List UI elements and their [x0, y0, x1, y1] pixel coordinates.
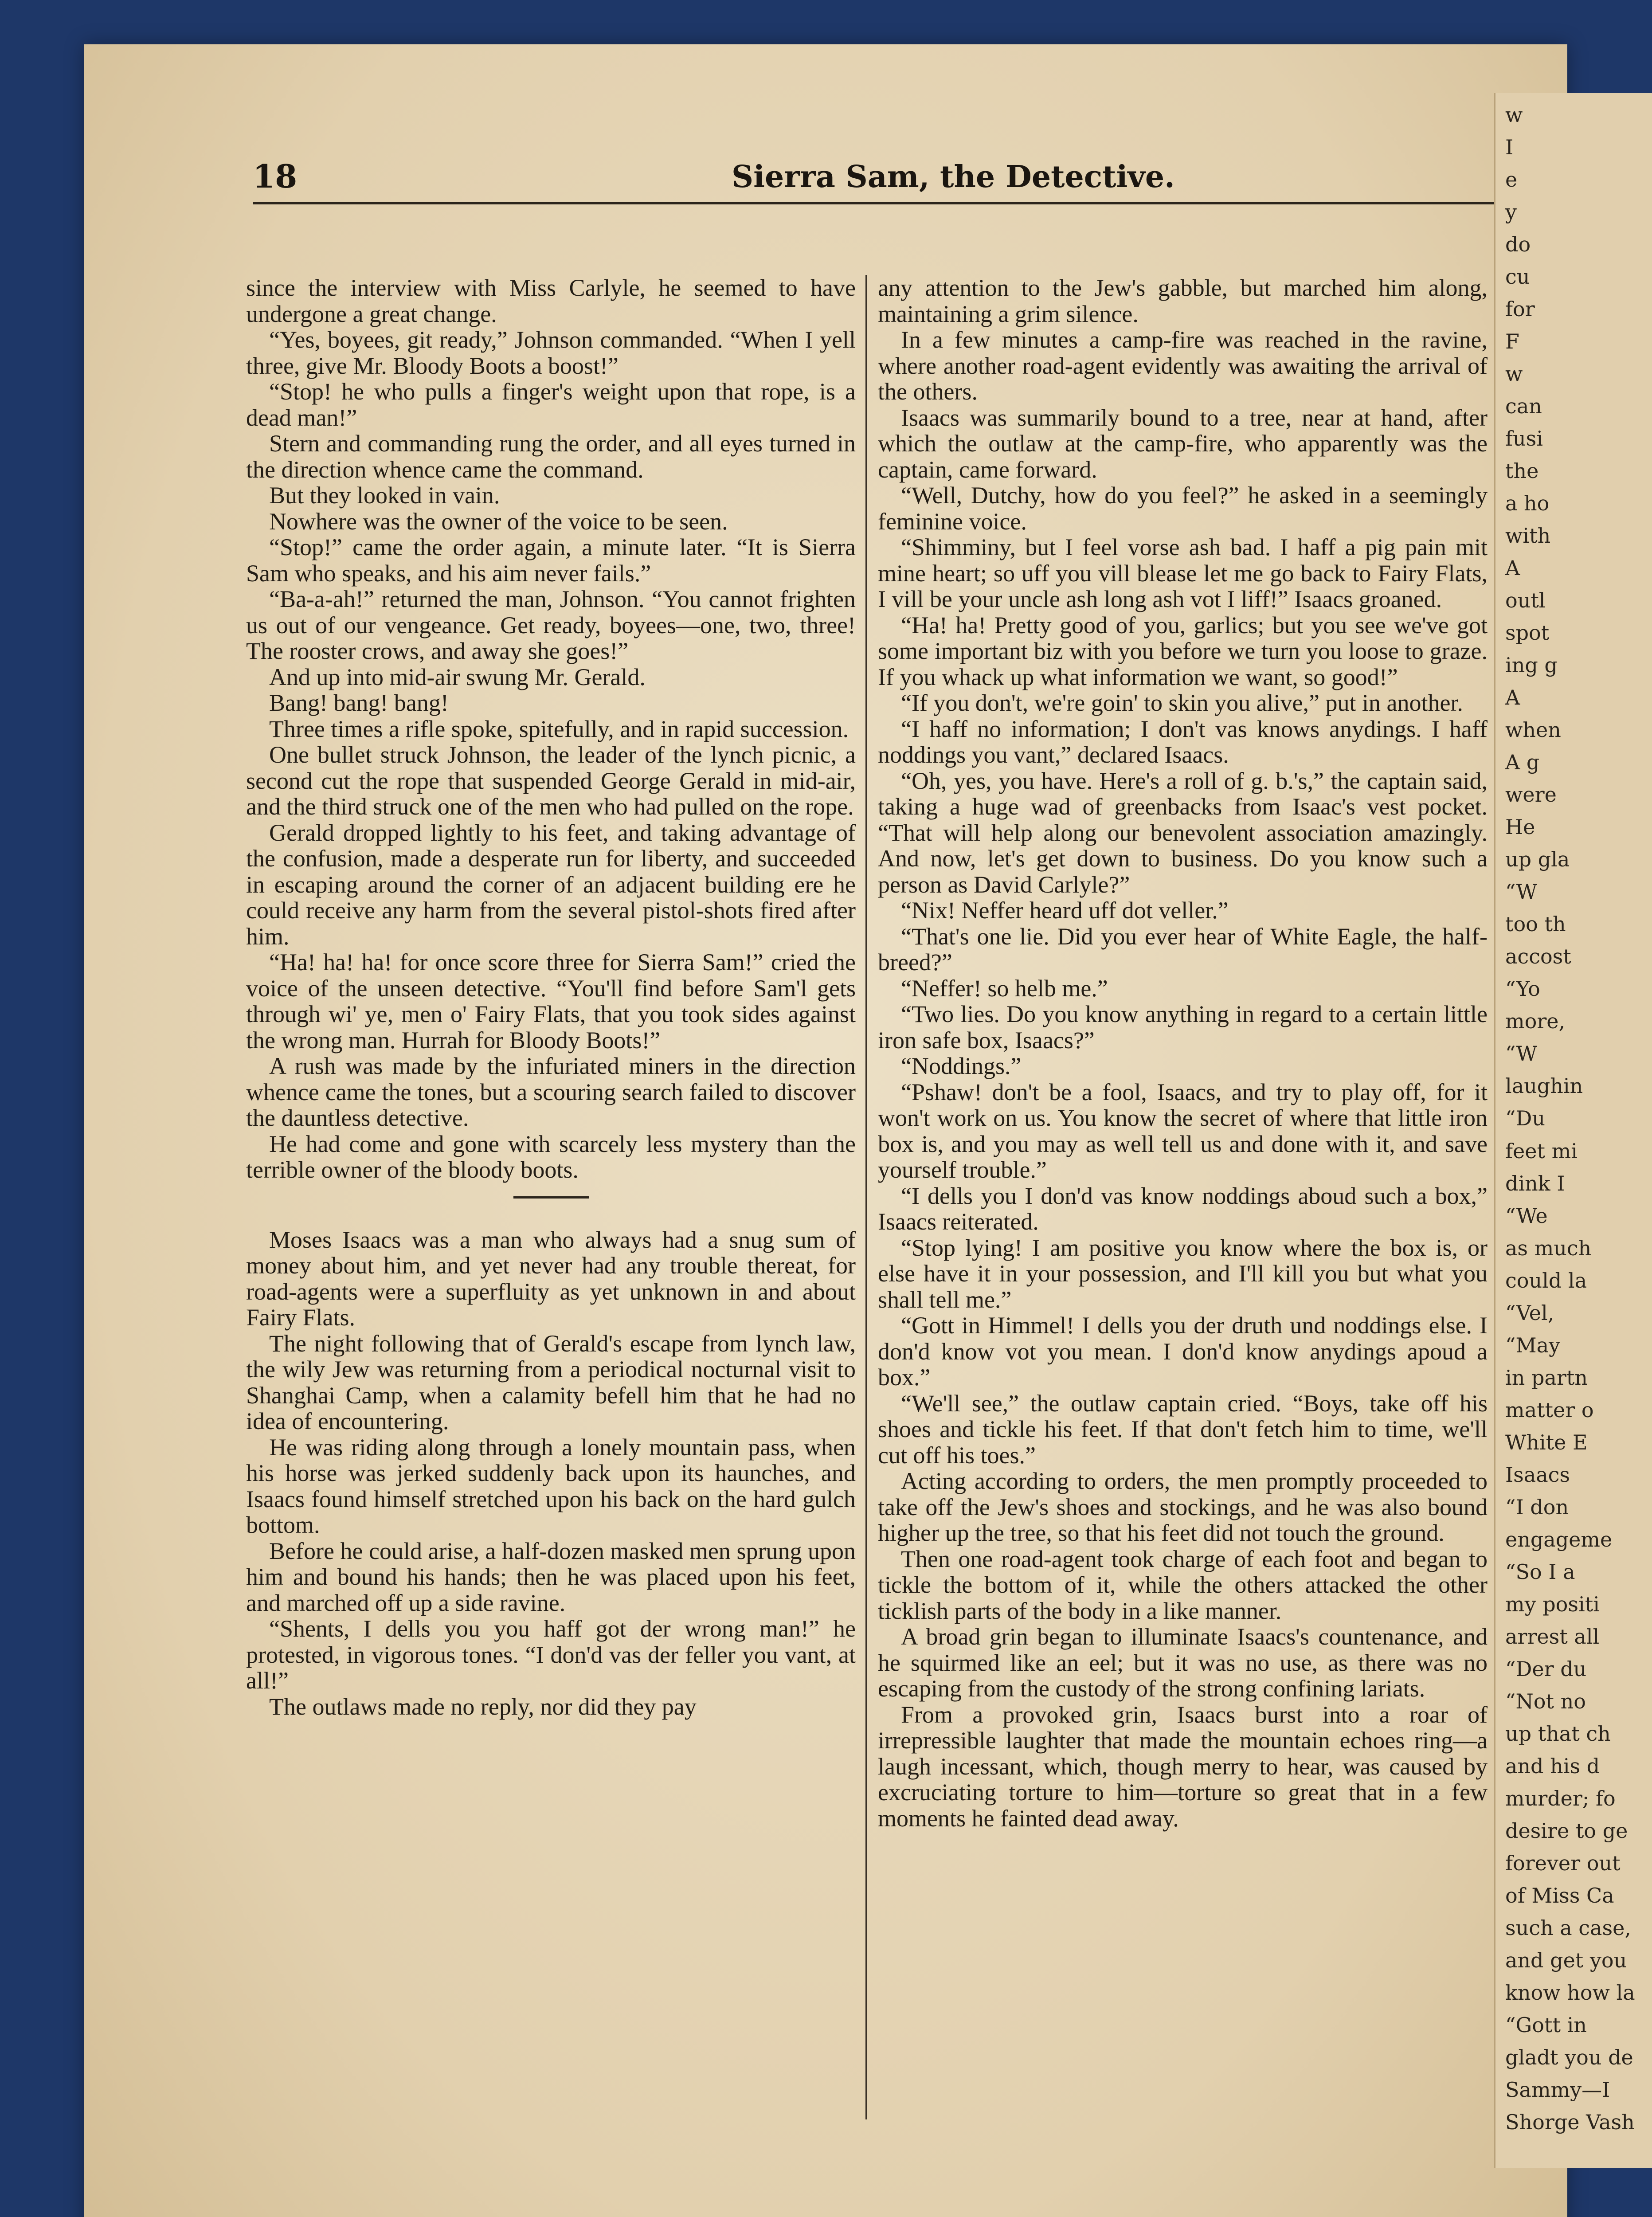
next-page-fragment: of Miss Ca — [1505, 1883, 1614, 1908]
next-page-fragment: Shorge Vash — [1505, 2110, 1635, 2134]
paragraph: Isaacs was summarily bound to a tree, near at hand, after which the outlaw at the camp-fire, who apparently was the captain, came forward. — [878, 404, 1488, 483]
next-page-fragment: can — [1505, 394, 1542, 419]
next-page-fragment: A g — [1505, 750, 1540, 775]
paragraph: Bang! bang! bang! — [269, 689, 449, 716]
next-page-fragment: w — [1505, 362, 1523, 386]
next-page-fragment: “I don — [1505, 1495, 1569, 1519]
next-page-fragment: when — [1505, 718, 1561, 742]
paragraph: “Stop!” came the order again, a minute later. “It is Sierra Sam who speaks, and his aim never fails.” — [246, 534, 856, 587]
next-page-fragment: spot — [1505, 621, 1550, 645]
column-divider — [865, 275, 867, 2119]
next-page-fragment: in partn — [1505, 1365, 1588, 1390]
next-page-fragment: ing g — [1505, 653, 1558, 678]
next-page-fragment: up gla — [1505, 847, 1570, 872]
page-header — [253, 153, 1567, 206]
next-page-fragment: desire to ge — [1505, 1818, 1628, 1843]
next-page-fragment: “W — [1505, 880, 1538, 904]
next-page-fragment: “Der du — [1505, 1657, 1587, 1681]
next-page-fragment: “We — [1505, 1203, 1548, 1228]
next-page-fragment: up that ch — [1505, 1721, 1611, 1746]
next-page-fragment: as much — [1505, 1236, 1592, 1260]
paragraph: “I haff no information; I don't vas knows anydings. I haff noddings you vant,” declared Isaacs. — [878, 715, 1488, 768]
paragraph: “Well, Dutchy, how do you feel?” he asked in a seemingly feminine voice. — [878, 482, 1488, 535]
paragraph: “Ha! ha! ha! for once score three for Sierra Sam!” cried the voice of the unseen detective. “You'll find before Sam'l gets through wi' ye, men o' Fairy Flats, that you took sides against the wrong man. Hurrah for Bloody Boots!” — [246, 949, 856, 1054]
next-page-fragment: I — [1505, 135, 1514, 160]
paragraph: “We'll see,” the outlaw captain cried. “Boys, take off his shoes and tickle his feet. If that don't fetch him to time, we'll cut off his toes.” — [878, 1390, 1488, 1469]
next-page-fragment: the — [1505, 459, 1539, 483]
paragraph: The night following that of Gerald's escape from lynch law, the wily Jew was returning from a periodical nocturnal visit to Shanghai Camp, when a calamity befell him that he had no idea of encountering. — [246, 1330, 856, 1434]
next-page-fragment: “W — [1505, 1042, 1538, 1066]
paragraph: “Yes, boyees, git ready,” Johnson commanded. “When I yell three, give Mr. Bloody Boots a boost!” — [246, 326, 856, 379]
next-page-fragment: e — [1505, 168, 1518, 192]
paragraph: He was riding along through a lonely mountain pass, when his horse was jerked suddenly back upon its haunches, and Isaacs found himself stretched upon his back on the hard gulch bottom. — [246, 1434, 856, 1538]
next-page-fragment: matter o — [1505, 1398, 1594, 1422]
next-page-fragment: do — [1505, 232, 1531, 257]
paragraph: But they looked in vain. — [269, 482, 500, 509]
paragraph: “That's one lie. Did you ever hear of White Eagle, the half-breed?” — [878, 923, 1488, 975]
paragraph: A rush was made by the infuriated miners in the direction whence came the tones, but a scouring search failed to discover the dauntless detective. — [246, 1053, 856, 1131]
next-page-fragment: y — [1505, 200, 1517, 224]
next-page-fragment: accost — [1505, 944, 1571, 969]
paragraph: “Stop! he who pulls a finger's weight upon that rope, is a dead man!” — [246, 378, 856, 431]
page-number: 18 — [253, 157, 298, 195]
adjacent-page-edge — [1494, 93, 1652, 2168]
next-page-fragment: w — [1505, 103, 1523, 127]
running-title: Sierra Sam, the Detective. — [732, 159, 1175, 195]
section-divider — [513, 1196, 589, 1199]
next-page-fragment: my positi — [1505, 1592, 1600, 1616]
next-page-fragment: laughin — [1505, 1074, 1583, 1098]
paragraph: “I dells you I don'd vas know noddings aboud such a box,” Isaacs reiterated. — [878, 1182, 1488, 1235]
paragraph: “Noddings.” — [901, 1053, 1022, 1079]
next-page-fragment: could la — [1505, 1268, 1587, 1293]
header-rule — [253, 202, 1567, 204]
paragraph: “Nix! Neffer heard uff dot veller.” — [901, 897, 1229, 924]
next-page-fragment: F — [1505, 329, 1519, 354]
next-page-fragment: “Gott in — [1505, 2013, 1587, 2037]
paragraph: Then one road-agent took charge of each foot and began to tickle the bottom of it, while the others attacked the other ticklish parts of the body in a like manner. — [878, 1545, 1488, 1624]
next-page-fragment: gladt you de — [1505, 2045, 1633, 2069]
next-page-fragment: arrest all — [1505, 1624, 1600, 1649]
next-page-fragment: A — [1505, 556, 1520, 580]
paragraph: In a few minutes a camp-fire was reached in the ravine, where another road-agent evidently was awaiting the arrival of the others. — [878, 326, 1488, 405]
paragraph: Before he could arise, a half-dozen masked men sprung upon him and bound his hands; then he was placed upon his feet, and marched off up a side ravine. — [246, 1537, 856, 1616]
next-page-fragment: Sammy—I — [1505, 2077, 1610, 2102]
next-page-fragment: and get you — [1505, 1948, 1627, 1972]
next-page-fragment: Isaacs — [1505, 1462, 1570, 1487]
paragraph: A broad grin began to illuminate Isaacs's countenance, and he squirmed like an eel; but it was no use, as there was no escaping from the custody of the strong confining lariats. — [878, 1623, 1488, 1702]
paragraph: Moses Isaacs was a man who always had a snug sum of money about him, and yet never had any trouble thereat, for road-agents were a superfluity as yet unknown in and about Fairy Flats. — [246, 1226, 856, 1331]
next-page-fragment: too th — [1505, 912, 1566, 936]
next-page-fragment: “Yo — [1505, 977, 1540, 1001]
paragraph: “If you don't, we're goin' to skin you alive,” put in another. — [901, 689, 1463, 716]
next-page-fragment: dink I — [1505, 1171, 1565, 1195]
paragraph: Stern and commanding rung the order, and all eyes turned in the direction whence came the command. — [246, 430, 856, 483]
next-page-fragment: and his d — [1505, 1754, 1600, 1778]
next-page-fragment: fusi — [1505, 427, 1543, 451]
next-page-fragment: feet mi — [1505, 1139, 1578, 1163]
text-column-left — [246, 275, 856, 1720]
paragraph: “Two lies. Do you know anything in regard to a certain little iron safe box, Isaacs?” — [878, 1001, 1488, 1054]
next-page-fragment: with — [1505, 524, 1551, 548]
next-page-fragment: cu — [1505, 265, 1530, 289]
next-page-fragment: “Vel, — [1505, 1300, 1554, 1325]
next-page-fragment: “Not no — [1505, 1689, 1586, 1713]
paragraph: The outlaws made no reply, nor did they pay — [269, 1693, 697, 1720]
next-page-fragment: were — [1505, 783, 1557, 807]
next-page-fragment: “May — [1505, 1333, 1561, 1357]
next-page-fragment: outl — [1505, 588, 1546, 613]
next-page-fragment: He — [1505, 815, 1535, 839]
paragraph: since the interview with Miss Carlyle, he seemed to have undergone a great change. — [246, 274, 856, 327]
text-column-right — [878, 275, 1488, 1831]
paragraph: Nowhere was the owner of the voice to be seen. — [269, 508, 728, 535]
next-page-fragment: more, — [1505, 1009, 1566, 1034]
next-page-fragment: engageme — [1505, 1527, 1613, 1551]
paragraph: “Shimminy, but I feel vorse ash bad. I haff a pig pain mit mine heart; so uff you vill blease let me go back to Fairy Flats, I vill be your uncle ash long ash vot I liff!” Isaacs groaned. — [878, 534, 1488, 612]
next-page-fragment: “So I a — [1505, 1559, 1575, 1584]
next-page-fragment: know how la — [1505, 1980, 1635, 2005]
next-page-fragment: murder; fo — [1505, 1786, 1616, 1810]
paragraph: “Ha! ha! Pretty good of you, garlics; but you see we've got some important biz with you before we turn you loose to graze. If you whack up what information we want, so good!” — [878, 611, 1488, 690]
next-page-fragment: forever out — [1505, 1851, 1621, 1875]
next-page-fragment: A — [1505, 685, 1520, 710]
paragraph: “Ba-a-ah!” returned the man, Johnson. “You cannot frighten us out of our vengeance. Get ready, boyees—one, two, three! The rooster crows, and away she goes!” — [246, 586, 856, 664]
paragraph: “Pshaw! don't be a fool, Isaacs, and try to play off, for it won't work on us. You know the secret of where that little iron box is, and you may as well tell us and done with it, and save yourself trouble.” — [878, 1078, 1488, 1183]
paragraph: He had come and gone with scarcely less mystery than the terrible owner of the bloody boots. — [246, 1130, 856, 1183]
paragraph: Gerald dropped lightly to his feet, and taking advantage of the confusion, made a desperate run for liberty, and succeeded in escaping around the corner of an adjacent building ere he could receive any harm from the several pistol-shots fired after him. — [246, 819, 856, 950]
paragraph: And up into mid-air swung Mr. Gerald. — [269, 663, 646, 690]
next-page-fragment: for — [1505, 297, 1535, 321]
paragraph: Acting according to orders, the men promptly proceeded to take off the Jew's shoes and stockings, and he was also bound higher up the tree, so that his feet did not touch the ground. — [878, 1468, 1488, 1546]
paragraph: “Gott in Himmel! I dells you der druth und noddings else. I don'd know vot you mean. I don'd know anydings apoud a box.” — [878, 1312, 1488, 1391]
next-page-fragment: White E — [1505, 1430, 1588, 1454]
paragraph: “Oh, yes, you have. Here's a roll of g. b.'s,” the captain said, taking a huge wad of greenbacks from Isaac's vest pocket. “That will help along our benevolent association amazingly. And now, let's get down to business. Do you know such a person as David Carlyle?” — [878, 767, 1488, 898]
paragraph: “Shents, I dells you you haff got der wrong man!” he protested, in vigorous tones. “I don'd vas der feller you vant, at all!” — [246, 1615, 856, 1694]
next-page-fragment: such a case, — [1505, 1915, 1631, 1940]
next-page-fragment: a ho — [1505, 491, 1550, 516]
paragraph: “Neffer! so helb me.” — [901, 975, 1108, 1002]
paragraph: Three times a rifle spoke, spitefully, and in rapid succession. — [269, 715, 849, 742]
next-page-fragment: “Du — [1505, 1106, 1546, 1131]
paragraph: One bullet struck Johnson, the leader of the lynch picnic, a second cut the rope that suspended George Gerald in mid-air, and the third struck one of the men who had pulled on the rope. — [246, 741, 856, 820]
book-page — [84, 44, 1567, 2217]
paragraph: From a provoked grin, Isaacs burst into a roar of irrepressible laughter that made the mountain echoes ring—a laugh incessant, which, though merry to hear, was caused by excruciating torture to him—torture so great that in a few moments he fainted dead away. — [878, 1701, 1488, 1832]
paragraph: “Stop lying! I am positive you know where the box is, or else have it in your possession, and I'll kill you but what you shall tell me.” — [878, 1234, 1488, 1313]
paragraph: any attention to the Jew's gabble, but marched him along, maintaining a grim silence. — [878, 274, 1488, 327]
